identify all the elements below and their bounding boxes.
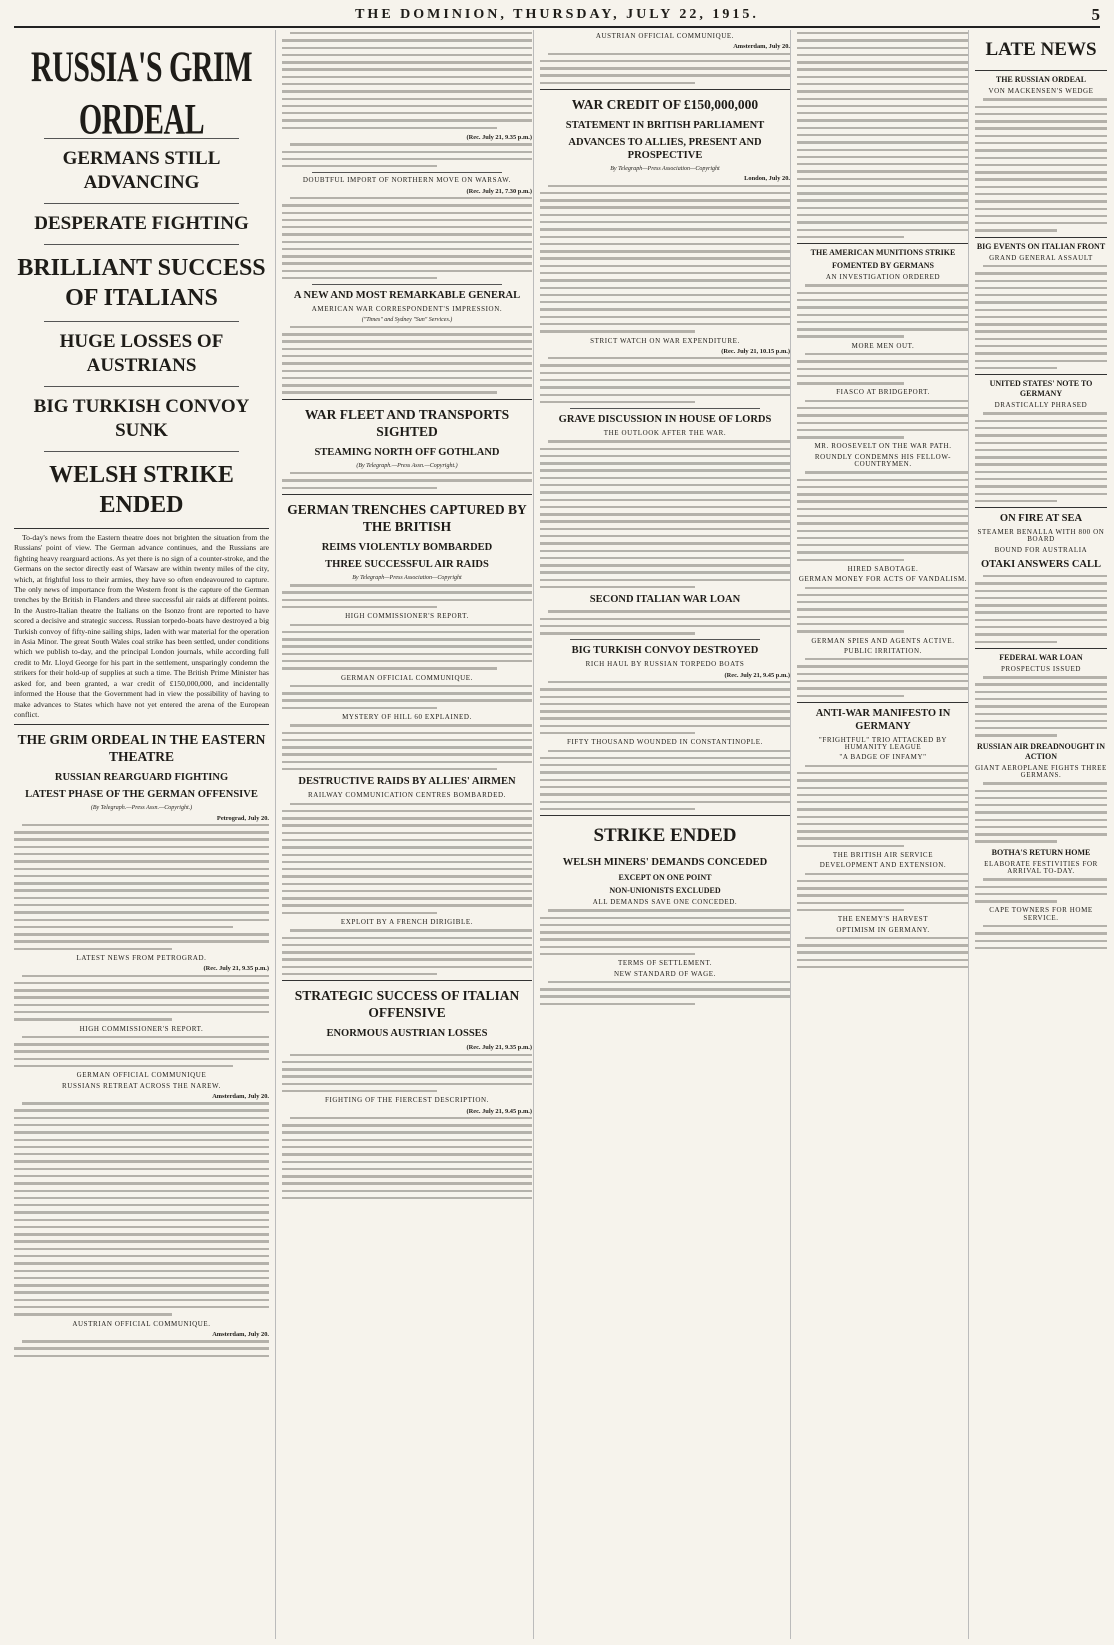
- article-text: [282, 32, 532, 129]
- subhead: ROUNDLY CONDEMNS HIS FELLOW-COUNTRYMEN.: [814, 452, 952, 468]
- article-text: [797, 284, 969, 337]
- article-text: [282, 584, 532, 608]
- dateline: Amsterdam, July 20.: [212, 1330, 269, 1338]
- article-text: [975, 925, 1107, 949]
- subhead: BOUND FOR AUSTRALIA: [994, 545, 1088, 554]
- article-text: [14, 1036, 269, 1068]
- headline-fomented: FOMENTED BY GERMANS: [832, 261, 934, 271]
- article-text: [14, 1102, 269, 1316]
- divider: [44, 451, 239, 452]
- column-2: [275, 30, 538, 1639]
- headline-italian-offensive: STRATEGIC SUCCESS OF ITALIAN OFFENSIVE: [294, 988, 520, 1021]
- article-text: [540, 909, 790, 955]
- subhead: HIRED SABOTAGE.: [847, 564, 919, 573]
- headline-welsh-strike: WELSH STRIKE ENDED: [49, 462, 234, 518]
- column-3: [533, 30, 796, 1639]
- article-text: [282, 624, 532, 670]
- byline: By Telegraph—Press Association—Copyright: [610, 166, 720, 172]
- divider: [14, 528, 269, 529]
- subhead: THE ENEMY'S HARVEST: [837, 915, 929, 924]
- byline: By Telegraph—Press Association—Copyright: [352, 574, 462, 581]
- headline-war-fleet: WAR FLEET AND TRANSPORTS SIGHTED: [304, 406, 510, 439]
- subhead: THE OUTLOOK AFTER THE WAR.: [603, 429, 727, 438]
- divider: [975, 648, 1107, 649]
- article-text: [282, 143, 532, 167]
- headline-eastern-theatre: THE GRIM ORDEAL IN THE EASTERN THEATRE: [17, 732, 266, 765]
- subhead: PROSPECTUS ISSUED: [1000, 664, 1082, 673]
- subhead: PUBLIC IRRITATION.: [844, 646, 922, 655]
- headline-fire-at-sea: ON FIRE AT SEA: [999, 513, 1083, 525]
- subhead: FIFTY THOUSAND WOUNDED IN CONSTANTINOPLE.: [567, 738, 763, 747]
- subhead: GRAND GENERAL ASSAULT: [989, 253, 1093, 262]
- article-text: [797, 32, 969, 238]
- headline-german-offensive: LATEST PHASE OF THE GERMAN OFFENSIVE: [25, 789, 258, 801]
- headline-russian-ordeal: THE RUSSIAN ORDEAL: [995, 75, 1087, 84]
- article-text: [14, 1340, 269, 1357]
- divider: [540, 89, 790, 90]
- column-5: [968, 30, 1107, 1639]
- subhead: EXPLOIT BY A FRENCH DIRIGIBLE.: [340, 918, 474, 927]
- article-text: [797, 400, 969, 439]
- article-text: [282, 1054, 532, 1093]
- dateline: (Rec. July 21, 9.35 p.m.): [466, 133, 532, 141]
- headline-botha: BOTHA'S RETURN HOME: [991, 847, 1091, 857]
- subhead: "A BADGE OF INFAMY": [839, 753, 927, 762]
- headline-air-dreadnought: RUSSIAN AIR DREADNOUGHT IN ACTION: [976, 741, 1106, 761]
- article-text: [540, 981, 790, 1005]
- subhead: LATEST NEWS FROM PETROGRAD.: [76, 953, 207, 962]
- subhead: DOUBTFUL IMPORT OF NORTHERN MOVE ON WARSAW.: [302, 176, 512, 185]
- headline-war-credit: WAR CREDIT OF £150,000,000: [571, 97, 759, 112]
- article-text: [797, 873, 969, 912]
- article-text: [282, 803, 532, 915]
- headline-anti-war-manifesto: ANTI-WAR MANIFESTO IN GERMANY: [815, 707, 951, 732]
- divider: [44, 386, 239, 387]
- subhead: MYSTERY OF HILL 60 EXPLAINED.: [342, 712, 472, 721]
- subhead: RICH HAUL BY RUSSIAN TORPEDO BOATS: [585, 660, 745, 669]
- divider: [282, 980, 532, 981]
- divider: [797, 243, 969, 244]
- column-1: [14, 30, 275, 1639]
- subhead: GERMAN OFFICIAL COMMUNIQUE.: [340, 673, 474, 682]
- article-text: [282, 197, 532, 279]
- subhead: GERMAN MONEY FOR ACTS OF VANDALISM.: [798, 575, 968, 584]
- dateline: (Rec. July 21, 9.45 p.m.): [724, 671, 790, 679]
- headline-allied-raids: DESTRUCTIVE RAIDS BY ALLIES' AIRMEN: [298, 776, 516, 788]
- headline-rearguard: RUSSIAN REARGUARD FIGHTING: [54, 772, 229, 784]
- article-text: [282, 724, 532, 770]
- divider: [282, 494, 532, 495]
- subhead: GERMAN OFFICIAL COMMUNIQUE: [76, 1071, 207, 1080]
- subhead: RAILWAY COMMUNICATION CENTRES BOMBARDED.: [308, 791, 506, 800]
- article-text: [975, 265, 1107, 369]
- article-text: [282, 685, 532, 709]
- article-text: [975, 782, 1107, 843]
- article-text: [540, 185, 790, 333]
- byline: (By Telegraph.—Press Assn.—Copyright.): [356, 462, 458, 469]
- headline-italian-front: BIG EVENTS ON ITALIAN FRONT: [976, 241, 1106, 251]
- column-4: [790, 30, 975, 1639]
- byline: ("Times" and Sydney "Sun" Services.): [361, 316, 453, 323]
- masthead: [14, 4, 1100, 28]
- headline-air-raids: THREE SUCCESSFUL AIR RAIDS: [325, 558, 489, 570]
- subhead: STRICT WATCH ON WAR EXPENDITURE.: [590, 336, 740, 345]
- subhead: TERMS OF SETTLEMENT.: [617, 959, 713, 968]
- page-number: 5: [1091, 5, 1100, 24]
- subhead: STEAMER BENALLA WITH 800 ON BOARD: [977, 528, 1105, 544]
- subhead: MR. ROOSEVELT ON THE WAR PATH.: [814, 442, 952, 451]
- divider: [44, 321, 239, 322]
- subhead: AUSTRIAN OFFICIAL COMMUNIQUE.: [72, 1319, 211, 1328]
- divider: [312, 172, 502, 173]
- headline-new-general: A NEW AND MOST REMARKABLE GENERAL: [293, 290, 521, 302]
- subhead: "FRIGHTFUL" TRIO ATTACKED BY HUMANITY LEAGUE: [818, 735, 948, 752]
- article-text: [540, 440, 790, 588]
- divider: [797, 702, 969, 703]
- headline-reims: REIMS VIOLENTLY BOMBARDED: [321, 541, 493, 553]
- headline-demands-conceded: WELSH MINERS' DEMANDS CONCEDED: [562, 857, 768, 869]
- article-text: [975, 878, 1107, 902]
- headline-one-point: EXCEPT ON ONE POINT: [618, 873, 712, 883]
- headline-parliament: STATEMENT IN BRITISH PARLIAMENT: [565, 120, 765, 131]
- subhead: DRASTICALLY PHRASED: [994, 401, 1088, 410]
- headline-munitions-strike: THE AMERICAN MUNITIONS STRIKE: [810, 248, 956, 258]
- headline-turkish-convoy: BIG TURKISH CONVOY SUNK: [33, 396, 250, 441]
- headline-italian-success: BRILLIANT SUCCESS OF ITALIANS: [17, 255, 266, 311]
- divider: [44, 203, 239, 204]
- subhead: VON MACKENSEN'S WEDGE: [988, 87, 1094, 95]
- subhead: HIGH COMMISSIONER'S REPORT.: [79, 1024, 204, 1033]
- divider: [975, 237, 1107, 238]
- article-text: [540, 750, 790, 811]
- divider: [975, 70, 1107, 71]
- divider: [570, 639, 760, 640]
- divider: [14, 724, 269, 725]
- dateline: Amsterdam, July 20.: [212, 1092, 269, 1100]
- article-text: [540, 681, 790, 734]
- article-text: [14, 824, 269, 950]
- article-text: [540, 53, 790, 85]
- summary-paragraph: To-day's news from the Eastern theatre does not brighten the situation from the Russians' point of view. The German advance continues, and the Russians are fighting heavy rearguard actions. As yet there is no sign of a counter-stroke, and the Germans on the sector directly east of Warsaw are within twenty miles of the city, which, at frightful loss to their armies, they have so often endeavoured to capture. The only news of importance from the Western front is the capture of the German trenches by the British in Flanders and three successful air raids at different points. In the Austro-Italian theatre the Italians on the Isonzo front are reported to have scored a decisive and strategic success. Russian torpedo-boats have destroyed a big Turkish convoy of fifty-nine sailing ships, laden with war material for the operation in Asia Minor. The great South Wales coal strike has been settled, under conditions which we publish to-day, and the principal London journals, while according full credit to Mr. Lloyd George for his part in the settlement, unsparingly condemn the strikers for their hold-up of supplies at such a time. The British Prime Minister has asked for, and been granted, a war credit of £150,000,000, and incidentally informed the House that the Government had in view the possibility of having to make advances to States which have not yet entered the arena of the European conflict.: [14, 533, 269, 719]
- dateline: Petrograd, July 20.: [216, 814, 269, 822]
- dateline: (Rec. July 21, 7.30 p.m.): [466, 187, 532, 195]
- late-news-header: LATE NEWS: [985, 39, 1097, 60]
- headline-gothland: STEAMING NORTH OFF GOTHLAND: [314, 446, 500, 458]
- article-text: [540, 357, 790, 403]
- dateline: (Rec. July 21, 9.35 p.m.): [466, 1044, 532, 1052]
- headline-german-trenches: GERMAN TRENCHES CAPTURED BY THE BRITISH: [287, 501, 527, 534]
- divider: [975, 507, 1107, 508]
- masthead-title: THE DOMINION, THURSDAY, JULY 22, 1915.: [355, 7, 759, 22]
- main-headline: RUSSIA'S GRIM ORDEAL: [30, 43, 253, 144]
- subhead: AUSTRIAN OFFICIAL COMMUNIQUE.: [595, 32, 735, 40]
- subhead: CAPE TOWNERS FOR HOME SERVICE.: [989, 906, 1093, 922]
- subhead: RUSSIANS RETREAT ACROSS THE NAREW.: [62, 1081, 221, 1090]
- subhead: DEVELOPMENT AND EXTENSION.: [819, 861, 947, 870]
- divider: [540, 815, 790, 816]
- article-text: [282, 326, 532, 394]
- article-text: [282, 472, 532, 489]
- article-text: [797, 353, 969, 385]
- headline-germans-advancing: GERMANS STILL ADVANCING: [62, 148, 221, 193]
- headline-convoy-destroyed: BIG TURKISH CONVOY DESTROYED: [571, 645, 759, 657]
- article-text: [975, 412, 1107, 502]
- subhead: ALL DEMANDS SAVE ONE CONCEDED.: [592, 898, 738, 907]
- article-text: [975, 98, 1107, 231]
- subhead: FIGHTING OF THE FIERCEST DESCRIPTION.: [324, 1096, 490, 1105]
- article-text: [797, 765, 969, 847]
- dateline: London, July 20.: [744, 175, 790, 183]
- headline-desperate-fighting: DESPERATE FIGHTING: [34, 213, 249, 234]
- divider: [282, 399, 532, 400]
- article-text: [14, 975, 269, 1021]
- divider: [975, 374, 1107, 375]
- article-text: [797, 471, 969, 561]
- article-text: [975, 575, 1107, 643]
- dateline: Amsterdam, July 20.: [733, 43, 790, 51]
- subhead: HIGH COMMISSIONER'S REPORT.: [345, 612, 469, 621]
- headline-us-note: UNITED STATES' NOTE TO GERMANY: [989, 379, 1093, 399]
- article-text: [797, 587, 969, 633]
- headline-strike-ended: STRIKE ENDED: [593, 825, 737, 847]
- dateline: (Rec. July 21, 9.45 p.m.): [466, 1107, 532, 1115]
- article-text: [797, 937, 969, 969]
- subhead: THE BRITISH AIR SERVICE: [832, 851, 934, 860]
- article-text: [975, 676, 1107, 737]
- article-text: [540, 610, 790, 634]
- dateline: (Rec. July 21, 9.35 p.m.): [203, 965, 269, 973]
- subhead: GERMAN SPIES AND AGENTS ACTIVE.: [811, 636, 955, 645]
- headline-austrian-losses-2: ENORMOUS AUSTRIAN LOSSES: [326, 1028, 488, 1040]
- subhead: AMERICAN WAR CORRESPONDENT'S IMPRESSION.: [311, 305, 503, 314]
- subhead: OPTIMISM IN GERMANY.: [836, 925, 930, 934]
- divider: [44, 244, 239, 245]
- byline: (By Telegraph.—Press Assn.—Copyright.): [90, 805, 193, 812]
- headline-federal-loan: FEDERAL WAR LOAN: [999, 652, 1083, 662]
- article-text: [282, 929, 532, 975]
- headline-non-unionists: NON-UNIONISTS EXCLUDED: [609, 886, 721, 896]
- subhead: NEW STANDARD OF WAGE.: [613, 969, 716, 978]
- subhead: GIANT AEROPLANE FIGHTS THREE GERMANS.: [975, 763, 1107, 779]
- headline-otaki: OTAKI ANSWERS CALL: [980, 559, 1101, 570]
- headline-house-of-lords: GRAVE DISCUSSION IN HOUSE OF LORDS: [558, 414, 772, 426]
- headline-austrian-losses: HUGE LOSSES OF AUSTRIANS: [59, 331, 224, 376]
- headline-italian-loan: SECOND ITALIAN WAR LOAN: [589, 594, 741, 606]
- subhead: ELABORATE FESTIVITIES FOR ARRIVAL TO-DAY.: [984, 859, 1098, 876]
- article-text: [797, 658, 969, 697]
- divider: [312, 284, 502, 285]
- subhead: FIASCO AT BRIDGEPORT.: [836, 388, 930, 397]
- subhead: AN INVESTIGATION ORDERED: [825, 273, 941, 282]
- dateline: (Rec. July 21, 10.15 p.m.): [721, 347, 790, 355]
- subhead: MORE MEN OUT.: [851, 341, 915, 350]
- divider: [570, 408, 760, 409]
- article-text: [282, 1117, 532, 1199]
- headline-advances: ADVANCES TO ALLIES, PRESENT AND PROSPECTIVE: [568, 137, 762, 161]
